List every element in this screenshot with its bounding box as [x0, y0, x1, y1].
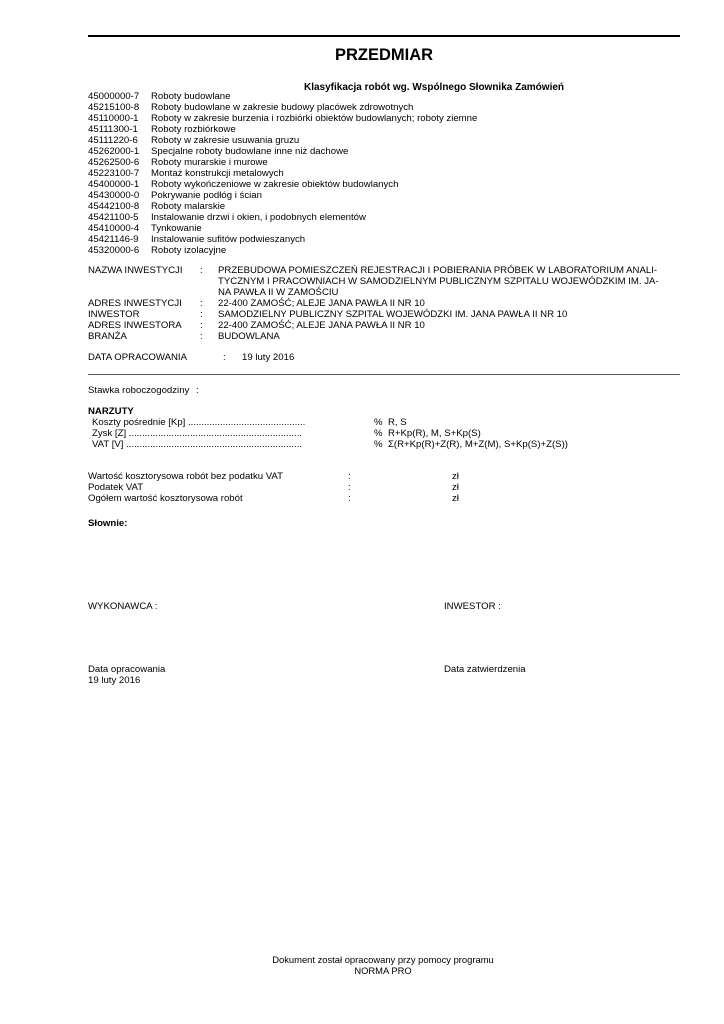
cpv-name: Tynkowanie — [151, 223, 202, 234]
cpv-code: 45410000-4 — [88, 223, 140, 234]
cpv-name: Roboty w zakresie burzenia i rozbiórki obiektów budowlanych; roboty ziemne — [151, 113, 478, 124]
surcharge-formula: R, S — [388, 417, 407, 428]
cpv-code: 45320000-6 — [88, 245, 140, 256]
cpv-name: Pokrywanie podłóg i ścian — [151, 190, 262, 201]
cpv-code: 45442100-8 — [88, 201, 140, 212]
cpv-name: Instalowanie drzwi i okien, i podobnych elementów — [151, 212, 366, 223]
surcharge-formula: R+Kp(R), M, S+Kp(S) — [388, 428, 481, 439]
cpv-name: Specjalne roboty budowlane inne niż dachowe — [151, 146, 349, 157]
surcharge-unit: % — [374, 417, 383, 428]
cpv-code: 45430000-0 — [88, 190, 140, 201]
total-unit: zł — [452, 493, 459, 504]
surcharge-row — [92, 428, 592, 439]
cpv-code: 45400000-1 — [88, 179, 140, 190]
cpv-code: 45111220-6 — [88, 135, 138, 146]
total-row — [88, 482, 488, 493]
cpv-name: Roboty wykończeniowe w zakresie obiektów budowlanych — [151, 179, 399, 190]
colon: : — [200, 265, 203, 276]
cpv-name: Instalowanie sufitów podwieszanych — [151, 234, 306, 245]
total-label: Podatek VAT — [88, 482, 144, 493]
surcharge-unit: % — [374, 439, 383, 450]
total-unit: zł — [452, 471, 459, 482]
colon: : — [200, 320, 203, 331]
footer-line: Dokument został opracowany przy pomocy programu — [272, 954, 494, 965]
investment-name-line: TYCZNYM I PRACOWNIACH W SAMODZIELNYM PUBLICZNYM SZPITALU WOJEWÓDZKIM IM. JA- — [218, 276, 659, 287]
total-unit: zł — [452, 482, 459, 493]
investment-name-label: NAZWA INWESTYCJI — [88, 265, 183, 276]
total-label: Wartość kosztorysowa robót bez podatku VAT — [88, 471, 283, 482]
cpv-name: Roboty rozbiórkowe — [151, 124, 236, 135]
cpv-name: Montaż konstrukcji metalowych — [151, 168, 284, 179]
surcharge-unit: % — [374, 428, 383, 439]
surcharge-formula: Σ(R+Kp(R)+Z(R), M+Z(M), S+Kp(S)+Z(S)) — [388, 439, 568, 450]
section-rule — [88, 374, 680, 375]
rate-row — [88, 385, 199, 396]
cpv-code: 45223100-7 — [88, 168, 140, 179]
colon: : — [196, 385, 199, 396]
cpv-code: 45262500-6 — [88, 157, 140, 168]
cpv-row — [88, 124, 477, 135]
investment-address-label: ADRES INWESTYCJI — [88, 298, 182, 309]
cpv-row — [88, 179, 477, 190]
prepared-date-block — [88, 664, 165, 686]
cpv-code: 45421146-9 — [88, 234, 139, 245]
cpv-row — [88, 168, 477, 179]
footer-program: NORMA PRO — [354, 965, 412, 976]
cpv-row — [88, 102, 477, 113]
cpv-row — [88, 201, 477, 212]
cpv-row — [88, 245, 477, 256]
surcharges-title: NARZUTY — [88, 406, 134, 417]
cpv-name: Roboty murarskie i murowe — [151, 157, 268, 168]
cpv-code: 45421100-5 — [88, 212, 139, 223]
amount-in-words-label: Słownie: — [88, 518, 128, 529]
prepared-date-value: 19 luty 2016 — [88, 675, 141, 686]
surcharge-label: Zysk [Z] ................................................................. — [92, 428, 303, 439]
total-row — [88, 493, 488, 504]
investment-name-value — [218, 265, 680, 298]
cpv-name: Roboty budowlane w zakresie budowy placówek zdrowotnych — [151, 102, 414, 113]
approval-date-label: Data zatwierdzenia — [444, 664, 526, 675]
date-value: 19 luty 2016 — [242, 352, 295, 363]
colon: : — [348, 471, 351, 482]
cpv-row — [88, 223, 477, 234]
colon: : — [200, 331, 203, 342]
investment-name-line: PRZEBUDOWA POMIESZCZEŃ REJESTRACJI I POBIERANIA PRÓBEK W LABORATORIUM ANALI- — [218, 265, 658, 276]
investor-signature-label: INWESTOR : — [444, 601, 501, 612]
footer — [0, 954, 724, 976]
cpv-row — [88, 212, 477, 223]
date-label: DATA OPRACOWANIA — [88, 352, 187, 363]
cpv-name: Roboty malarskie — [151, 201, 226, 212]
cpv-name: Roboty budowlane — [151, 91, 231, 102]
cpv-name: Roboty izolacyjne — [151, 245, 227, 256]
cpv-name: Roboty w zakresie usuwania gruzu — [151, 135, 300, 146]
totals-list — [88, 471, 488, 504]
surcharge-row — [92, 439, 592, 450]
branch-label: BRANŻA — [88, 331, 127, 342]
rate-label: Stawka roboczogodziny — [88, 385, 190, 396]
cpv-row — [88, 234, 477, 245]
colon: : — [223, 352, 226, 363]
investment-address-value: 22-400 ZAMOŚĆ; ALEJE JANA PAWŁA II NR 10 — [218, 298, 425, 309]
prepared-date-label: Data opracowania — [88, 664, 166, 675]
surcharge-label: Koszty pośrednie [Kp] ............................................ — [92, 417, 306, 428]
investor-label: INWESTOR — [88, 309, 140, 320]
investor-value: SAMODZIELNY PUBLICZNY SZPITAL WOJEWÓDZKI IM. JANA PAWŁA II NR 10 — [218, 309, 568, 320]
top-rule — [88, 35, 680, 37]
colon: : — [348, 493, 351, 504]
cpv-code: 45111300-1 — [88, 124, 138, 135]
contractor-label: WYKONAWCA : — [88, 601, 158, 612]
surcharges-list — [92, 417, 592, 450]
colon: : — [200, 298, 203, 309]
cpv-row — [88, 146, 477, 157]
cpv-row — [88, 190, 477, 201]
cpv-code: 45215100-8 — [88, 102, 140, 113]
colon: : — [348, 482, 351, 493]
investment-name-line: NA PAWŁA II W ZAMOŚCIU — [218, 287, 339, 298]
document-title: PRZEDMIAR — [334, 46, 434, 64]
cpv-code: 45262000-1 — [88, 146, 140, 157]
total-row — [88, 471, 488, 482]
investor-address-label: ADRES INWESTORA — [88, 320, 182, 331]
classification-title: Klasyfikacja robót wg. Wspólnego Słownika Zamówień — [303, 82, 565, 93]
cpv-row — [88, 157, 477, 168]
cpv-row — [88, 113, 477, 124]
cpv-row — [88, 91, 477, 102]
investor-address-value: 22-400 ZAMOŚĆ; ALEJE JANA PAWŁA II NR 10 — [218, 320, 425, 331]
branch-value: BUDOWLANA — [218, 331, 280, 342]
cpv-row — [88, 135, 477, 146]
cpv-list — [88, 91, 477, 256]
surcharge-row — [92, 417, 592, 428]
cpv-code: 45000000-7 — [88, 91, 140, 102]
total-label: Ogółem wartość kosztorysowa robót — [88, 493, 243, 504]
colon: : — [200, 309, 203, 320]
surcharge-label: VAT [V] .................................................................. — [92, 439, 303, 450]
cpv-code: 45110000-1 — [88, 113, 139, 124]
